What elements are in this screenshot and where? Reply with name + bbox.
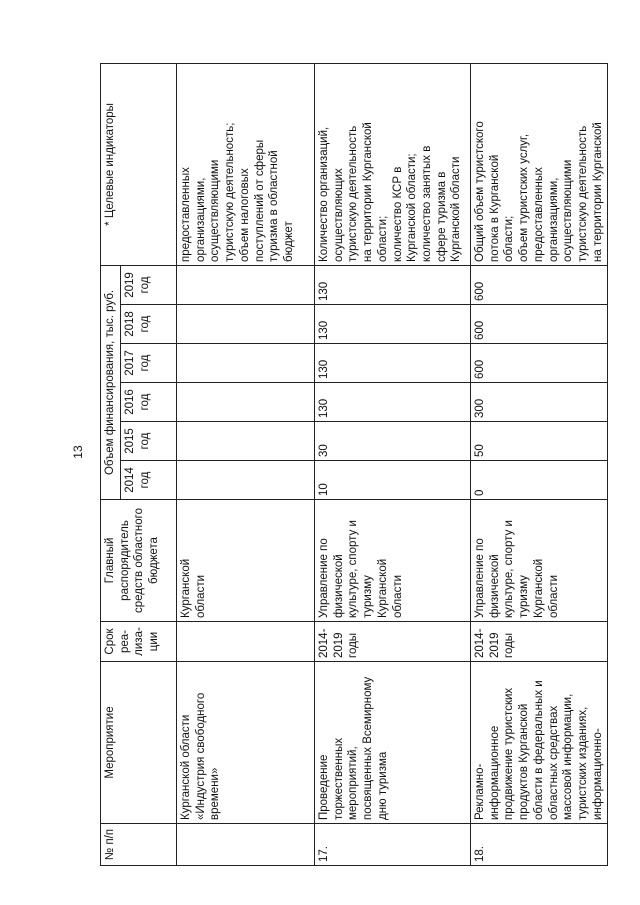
- table-row: [177, 63, 315, 865]
- row-funding-2015: 30: [315, 422, 471, 461]
- header-year-2015: 2015 год: [121, 422, 177, 461]
- row-indicators: Общий объем туристского потока в Курганской области; объем туристских услуг, предоставленных организациями, осуществляющими туристскую деятельность на территории Курганской: [471, 63, 608, 265]
- row-manager: Управление по физической культуре, спорту и туризму Курганской области: [315, 500, 471, 622]
- row-funding-2017: 130: [315, 344, 471, 383]
- row-activity: Курганской области «Индустрия свободного времени»: [177, 662, 315, 824]
- row-term: [177, 622, 315, 662]
- row-activity: Проведение торжественных мероприятий, посвященных Всемирному дню туризма: [315, 662, 471, 824]
- rotated-table-container: [100, 66, 605, 866]
- table-row: [471, 63, 608, 865]
- row-funding-2014: 10: [315, 461, 471, 500]
- row-funding-2017: [177, 344, 315, 383]
- row-term: 2014- 2019 годы: [471, 622, 608, 662]
- row-manager: Курганской области: [177, 500, 315, 622]
- header-indicators: * Целевые индикаторы: [101, 63, 177, 265]
- row-funding-2017: 600: [471, 344, 608, 383]
- row-activity: Рекламно- информационное продвижение туристских продуктов Курганской области в федеральных и областных средствах массовой информации, туристских изданиях, информационно-: [471, 662, 608, 824]
- row-funding-2014: [177, 461, 315, 500]
- table-row: [315, 63, 471, 865]
- row-funding-2018: 600: [471, 305, 608, 344]
- row-funding-2019: 130: [315, 265, 471, 304]
- page-number: 13: [71, 445, 85, 459]
- header-year-2019: 2019 год: [121, 265, 177, 304]
- row-funding-2019: [177, 265, 315, 304]
- row-funding-2016: 300: [471, 383, 608, 422]
- header-year-2018: 2018 год: [121, 305, 177, 344]
- header-year-2016: 2016 год: [121, 383, 177, 422]
- header-number: № п/п: [101, 824, 177, 866]
- row-indicators: Количество организаций, осуществляющих туристскую деятельность на территории Курганской области; количество КСР в Курганской области; количество занятых в сфере туризма в Курганской области: [315, 63, 471, 265]
- row-number: 17.: [315, 824, 471, 866]
- row-number: [177, 824, 315, 866]
- row-funding-2015: [177, 422, 315, 461]
- program-activities-table: [100, 63, 608, 866]
- header-manager: Главный распорядитель средств областного бюджета: [101, 500, 177, 622]
- header-funding-group: Объем финансирования, тыс. руб.: [101, 265, 121, 499]
- row-funding-2014: 0: [471, 461, 608, 500]
- header-year-2017: 2017 год: [121, 344, 177, 383]
- row-funding-2019: 600: [471, 265, 608, 304]
- row-funding-2015: 50: [471, 422, 608, 461]
- row-funding-2016: [177, 383, 315, 422]
- header-year-2014: 2014 год: [121, 461, 177, 500]
- header-activity: Мероприятие: [101, 662, 177, 824]
- row-manager: Управление по физической культуре, спорту и туризму Курганской области: [471, 500, 608, 622]
- row-funding-2018: 130: [315, 305, 471, 344]
- row-number: 18.: [471, 824, 608, 866]
- row-funding-2016: 130: [315, 383, 471, 422]
- header-term: Срок реа- лиза- ции: [101, 622, 177, 662]
- row-indicators: предоставленных организациями, осуществляющими туристскую деятельность; объем налоговых поступлений от сферы туризма в областной бюджет: [177, 63, 315, 265]
- row-term: 2014- 2019 годы: [315, 622, 471, 662]
- row-funding-2018: [177, 305, 315, 344]
